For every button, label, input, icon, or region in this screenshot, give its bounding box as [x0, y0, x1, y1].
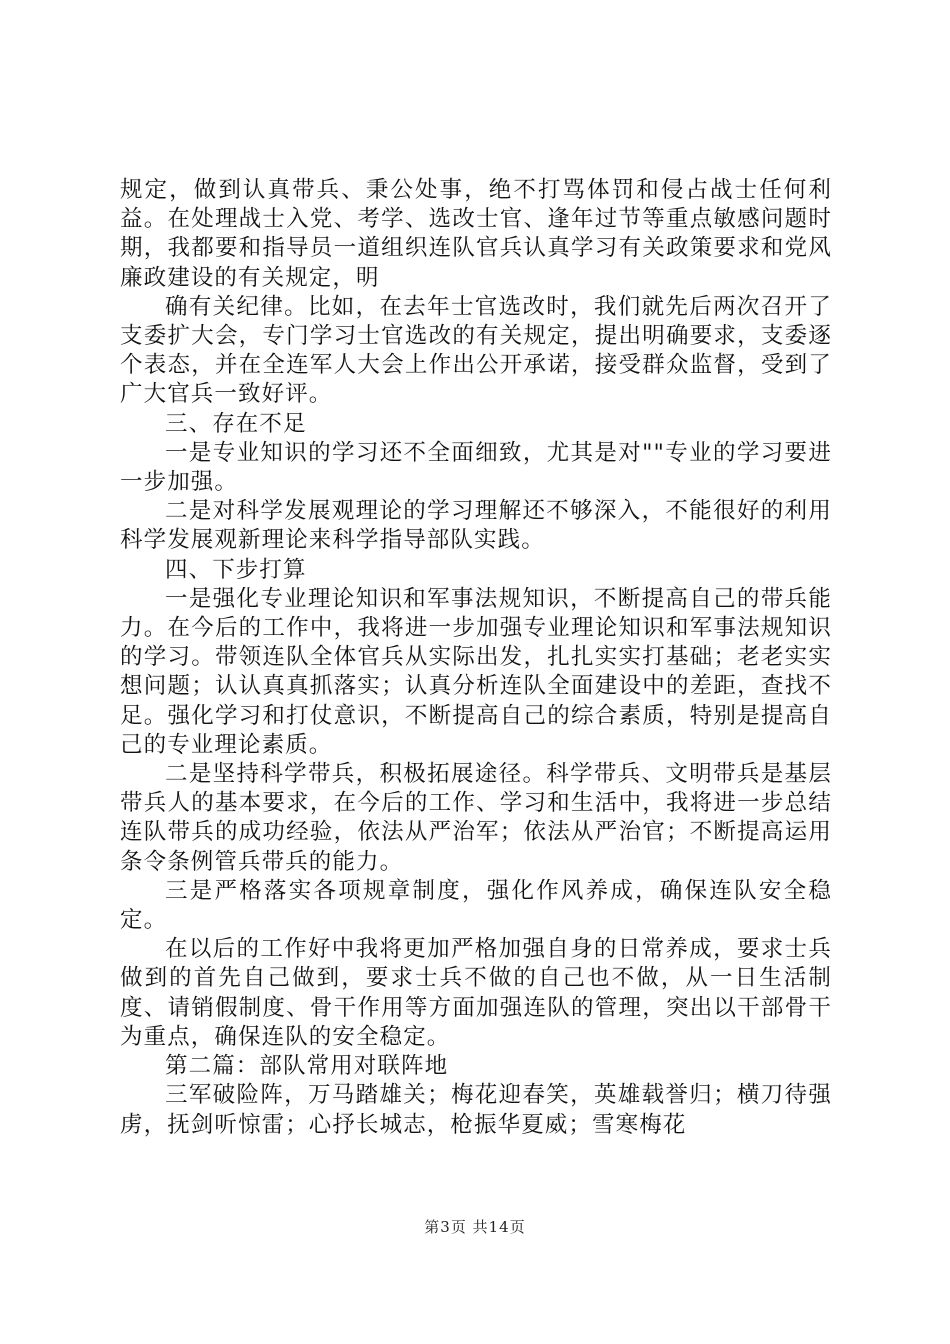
- paragraph-discipline: 确有关纪律。比如，在去年士官选改时，我们就先后两次召开了支委扩大会，专门学习士官选改的有关规定，提出明确要求，支委逐个表态，并在全连军人大会上作出公开承诺，接受群众监督，受到了广大官兵一致好评。: [120, 293, 832, 408]
- paragraph-plan-2: 二是坚持科学带兵，积极拓展途径。科学带兵、文明带兵是基层带兵人的基本要求，在今后的工作、学习和生活中，我将进一步总结连队带兵的成功经验，依法从严治军；依法从严治官；不断提高运用条令条例管兵带兵的能力。: [120, 761, 832, 875]
- section-heading-shortcomings: 三、存在不足: [165, 410, 307, 437]
- page-number-footer: 第3页 共14页: [424, 1218, 526, 1236]
- paragraph-couplets: 三军破险阵，万马踏雄关；梅花迎春笑，英雄载誉归；横刀待强虏，抚剑听惊雷；心抒长城志，枪振华夏威；雪寒梅花: [120, 1082, 832, 1138]
- document-body: [120, 176, 832, 1140]
- paragraph-plan-3-detail: 在以后的工作好中我将更加严格加强自身的日常养成，要求士兵做到的首先自己做到，要求士兵不做的自己也不做，从一日生活制度、请销假制度、骨干作用等方面加强连队的管理，突出以干部骨干为重点，确保连队的安全稳定。: [120, 936, 832, 1050]
- section-heading-next-steps: 四、下步打算: [165, 556, 307, 583]
- section-heading-part-two: 第二篇：部队常用对联阵地: [165, 1053, 449, 1080]
- paragraph-continuation: 规定，做到认真带兵、秉公处事，绝不打骂体罚和侵占战士任何利益。在处理战士入党、考学、选改士官、逢年过节等重点敏感问题时期，我都要和指导员一道组织连队官兵认真学习有关政策要求和党风廉政建设的有关规定，明: [120, 177, 832, 291]
- paragraph-plan-3: 三是严格落实各项规章制度，强化作风养成，确保连队安全稳定。: [120, 877, 832, 934]
- paragraph-shortcoming-1: 一是专业知识的学习还不全面细致，尤其是对""专业的学习要进一步加强。: [120, 439, 832, 496]
- paragraph-shortcoming-2: 二是对科学发展观理论的学习理解还不够深入，不能很好的利用科学发展观新理论来科学指导部队实践。: [120, 498, 832, 554]
- paragraph-plan-1: 一是强化专业理论知识和军事法规知识，不断提高自己的带兵能力。在今后的工作中，我将进一步加强专业理论知识和军事法规知识的学习。带领连队全体官兵从实际出发，扎扎实实打基础；老老实实想问题；认认真真抓落实；认真分析连队全面建设中的差距，查找不足。强化学习和打仗意识，不断提高自己的综合素质，特别是提高自己的专业理论素质。: [120, 585, 832, 758]
